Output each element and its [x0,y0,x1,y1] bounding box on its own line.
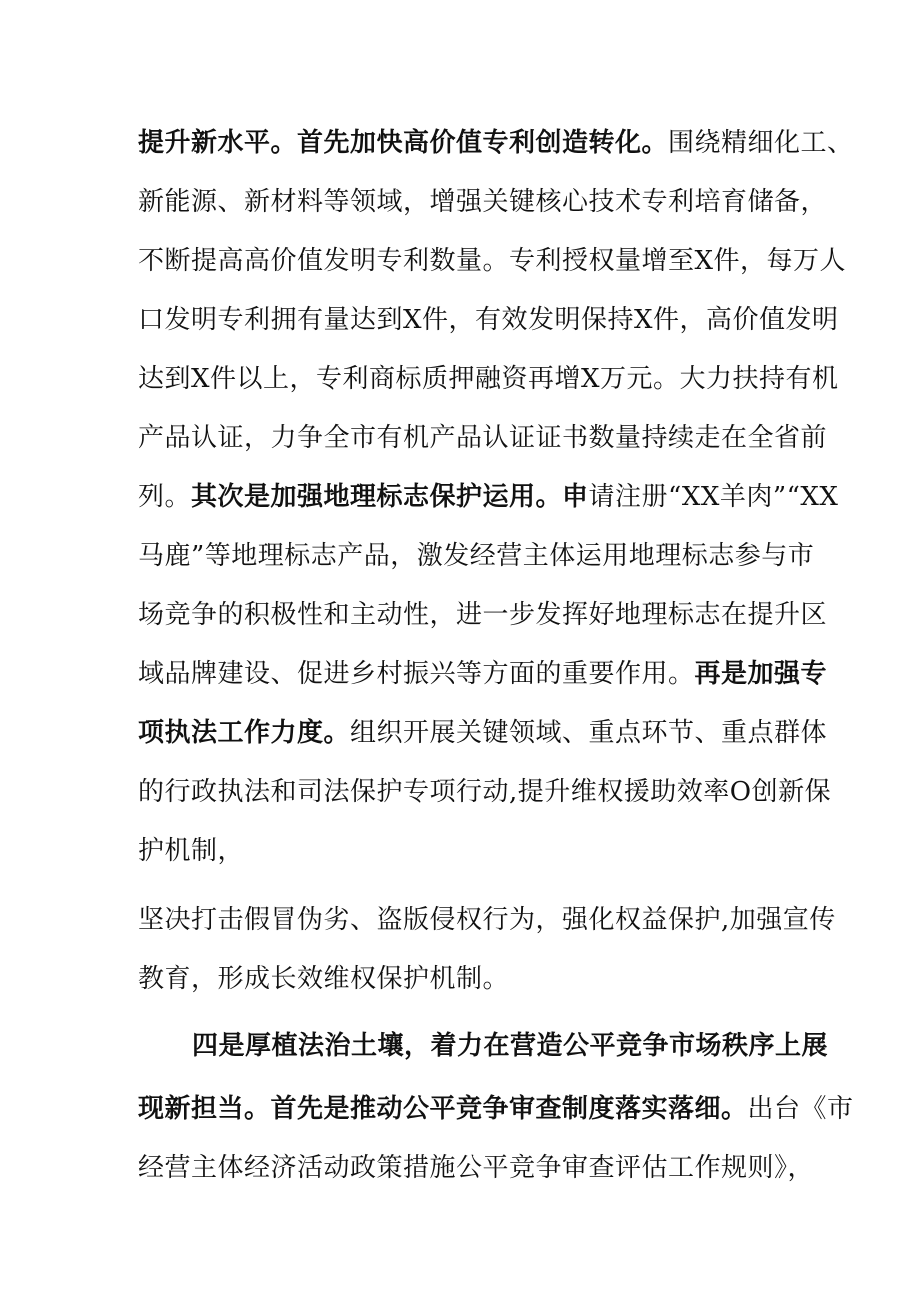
paragraph-line [138,364,839,394]
text-run: 出台《市 [747,1094,854,1124]
paragraph-line [138,600,828,630]
text-run: 场竞争的积极性和主动性，进一步发挥好地理标志在提升区 [138,600,828,630]
paragraph-line [138,659,828,689]
paragraph-line [138,128,854,158]
text-run: 经营主体经济活动政策措施公平竞争审查评估工作规则》， [138,1153,815,1183]
paragraph-line [138,187,828,217]
text-run: 项执法工作力度。 [138,718,351,748]
text-run: 马鹿”等地理标志产品，激发经营主体运用地理标志参与市 [138,541,815,571]
text-run: 请注册“XX羊肉”“XX [588,482,839,512]
text-run: 产品认证，力争全市有机产品认证证书数量持续走在全省前 [138,423,828,453]
paragraph-line [138,718,828,748]
text-run: 坚决打击假冒伪劣、盗版侵权行为，强化权益保护,加强宣传 [138,905,836,935]
text-run: 口发明专利拥有量达到X件，有效发明保持X件，高价值发明 [138,305,839,335]
paragraph-line [138,541,818,571]
paragraph-line [192,1031,872,1061]
text-run: 组织开展关键领域、重点环节、重点群体 [350,718,828,748]
paragraph-line [138,423,828,453]
paragraph-line [138,777,832,807]
paragraph-line [138,964,818,994]
text-run: 的行政执法和司法保护专项行动,提升维权援助效率O创新保 [138,777,832,807]
text-run: 护机制， [138,836,245,866]
text-run: 再是加强专 [694,659,828,689]
text-run: 达到X件以上，专利商标质押融资再增X万元。大力扶持有机 [138,364,839,394]
text-run: 列。 [138,482,192,512]
text-run: 四是厚植法治土壤，着力在营造公平竞争市场秩序上展 [192,1031,829,1061]
text-run: 域品牌建设、促进乡村振兴等方面的重要作用。 [138,659,695,689]
text-run: 不断提高高价值发明专利数量。专利授权量增至X件，每万人 [138,246,847,276]
paragraph-line [138,482,839,512]
text-run: 其次是加强地理标志保护运用。申 [191,482,589,512]
text-run: 新能源、新材料等领域，增强关键核心技术专利培育储备， [138,187,828,217]
paragraph-line [138,905,836,935]
paragraph-line [138,1153,818,1183]
text-run: 围绕精细化工、 [668,128,854,158]
text-run: 教育，形成长效维权保护机制。 [138,964,510,994]
text-run: 提升新水平。首先加快高价值专利创造转化。 [138,128,669,158]
text-run: 现新担当。首先是推动公平竞争审查制度落实落细。 [138,1094,748,1124]
paragraph-line [138,836,818,866]
paragraph-line [138,246,847,276]
paragraph-line [138,1094,854,1124]
paragraph-line [138,305,839,335]
